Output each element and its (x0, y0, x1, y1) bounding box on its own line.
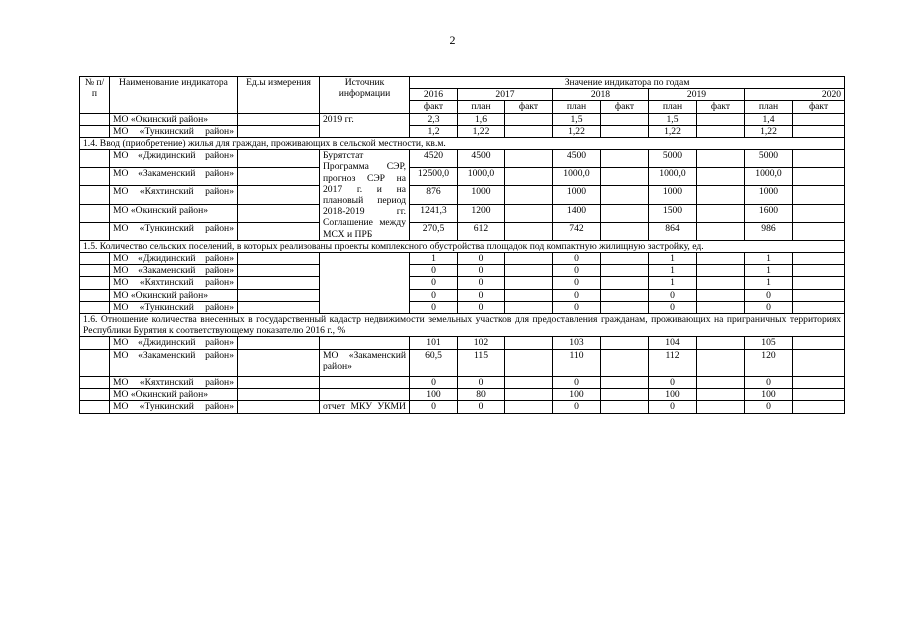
header-fact: факт (697, 101, 745, 113)
source-cell: отчет МКУ УКМИ (320, 401, 410, 413)
value-cell: 0 (553, 277, 601, 289)
header-plan: план (745, 101, 793, 113)
header-plan: план (553, 101, 601, 113)
source-cell (320, 389, 410, 401)
table-row (80, 289, 845, 301)
value-cell: 1 (410, 253, 458, 265)
table-row (80, 377, 845, 389)
value-cell: 0 (553, 401, 601, 413)
value-cell: 1000,0 (553, 168, 601, 186)
indicator-name: МО «Тункинский район» (110, 125, 238, 137)
value-cell: 1,22 (553, 125, 601, 137)
value-cell: 102 (458, 337, 505, 349)
source-cell: МО «Закаменский район» (320, 349, 410, 376)
value-cell: 0 (649, 301, 697, 313)
value-cell: 1000 (745, 186, 793, 204)
value-cell: 0 (649, 289, 697, 301)
header-year-2017: 2017 (458, 89, 553, 101)
value-cell: 1,5 (553, 113, 601, 125)
value-cell: 612 (458, 222, 505, 240)
value-cell: 1500 (649, 204, 697, 222)
value-cell: 1000 (458, 186, 505, 204)
header-source: Источник информации (320, 77, 410, 114)
value-cell: 103 (553, 337, 601, 349)
value-cell: 1,6 (458, 113, 505, 125)
value-cell: 110 (553, 349, 601, 376)
table-row (80, 277, 845, 289)
table-row (80, 186, 845, 204)
value-cell: 1200 (458, 204, 505, 222)
header-unit: Ед.ы измерения (238, 77, 320, 114)
indicator-name: МО «Тункинский район» (110, 222, 238, 240)
value-cell: 0 (410, 289, 458, 301)
value-cell: 0 (553, 377, 601, 389)
value-cell: 0 (458, 377, 505, 389)
value-cell: 0 (745, 401, 793, 413)
indicator-name: МО «Окинский район» (110, 389, 238, 401)
value-cell: 80 (458, 389, 505, 401)
value-cell: 1 (649, 265, 697, 277)
value-cell: 1,22 (649, 125, 697, 137)
value-cell: 0 (410, 377, 458, 389)
value-cell: 105 (745, 337, 793, 349)
value-cell: 0 (649, 377, 697, 389)
value-cell: 104 (649, 337, 697, 349)
table-row (80, 168, 845, 186)
indicator-name: МО «Окинский район» (110, 113, 238, 125)
table-row (80, 222, 845, 240)
value-cell: 1,2 (410, 125, 458, 137)
indicator-table (79, 76, 845, 414)
table-row (80, 301, 845, 313)
value-cell: 0 (458, 277, 505, 289)
value-cell: 1,22 (458, 125, 505, 137)
indicator-name: МО «Кяхтинский район» (110, 377, 238, 389)
value-cell: 1241,3 (410, 204, 458, 222)
indicator-name: МО «Тункинский район» (110, 301, 238, 313)
source-cell (320, 253, 410, 314)
value-cell: 120 (745, 349, 793, 376)
value-cell: 0 (458, 265, 505, 277)
value-cell: 100 (649, 389, 697, 401)
value-cell: 0 (410, 301, 458, 313)
value-cell: 1 (745, 253, 793, 265)
table-row (80, 401, 845, 413)
value-cell: 1 (745, 265, 793, 277)
value-cell: 2,3 (410, 113, 458, 125)
table-row (80, 125, 845, 137)
value-cell: 0 (410, 277, 458, 289)
value-cell: 986 (745, 222, 793, 240)
indicator-name: МО «Закаменский район» (110, 168, 238, 186)
section-row (80, 314, 845, 337)
table-row (80, 204, 845, 222)
table-row (80, 265, 845, 277)
value-cell: 0 (745, 377, 793, 389)
value-cell: 1000 (649, 186, 697, 204)
value-cell: 0 (410, 265, 458, 277)
indicator-name: МО «Окинский район» (110, 289, 238, 301)
source-cell (320, 337, 410, 349)
value-cell: 0 (553, 301, 601, 313)
indicator-name: МО «Закаменский район» (110, 265, 238, 277)
value-cell: 742 (553, 222, 601, 240)
value-cell: 1000,0 (458, 168, 505, 186)
value-cell: 1,5 (649, 113, 697, 125)
value-cell: 1400 (553, 204, 601, 222)
header-year-2020: 2020 (745, 89, 845, 101)
header-year-2016: 2016 (410, 89, 458, 101)
value-cell: 864 (649, 222, 697, 240)
header-fact: факт (793, 101, 845, 113)
value-cell: 0 (458, 253, 505, 265)
indicator-name: МО «Джидинский район» (110, 253, 238, 265)
value-cell: 0 (745, 289, 793, 301)
value-cell: 101 (410, 337, 458, 349)
value-cell: 4500 (458, 150, 505, 168)
value-cell: 1,22 (745, 125, 793, 137)
section-row (80, 240, 845, 252)
indicator-name: МО «Закаменский район» (110, 349, 238, 376)
table-row (80, 253, 845, 265)
value-cell: 0 (458, 301, 505, 313)
indicator-name: МО «Тункинский район» (110, 401, 238, 413)
section-title: 1.4. Ввод (приобретение) жилья для граждан, проживающих в сельской местности, кв.м. (80, 138, 845, 150)
table-row (80, 389, 845, 401)
header-name: Наименование индикатора (110, 77, 238, 114)
header-year-2019: 2019 (649, 89, 745, 101)
value-cell: 100 (410, 389, 458, 401)
value-cell: 1 (649, 253, 697, 265)
indicator-name: МО «Кяхтинский район» (110, 277, 238, 289)
table-row (80, 150, 845, 168)
header-values: Значение индикатора по годам (410, 77, 845, 89)
indicator-name: МО «Джидинский район» (110, 337, 238, 349)
source-cell: 2019 гг. (320, 113, 410, 137)
header-fact: факт (410, 101, 458, 113)
source-cell (320, 377, 410, 389)
value-cell: 270,5 (410, 222, 458, 240)
value-cell: 0 (458, 289, 505, 301)
value-cell: 100 (553, 389, 601, 401)
indicator-name: МО «Джидинский район» (110, 150, 238, 168)
value-cell: 0 (553, 253, 601, 265)
header-plan: план (649, 101, 697, 113)
source-cell: Бурятстат Программа СЭР, прогноз СЭР на 2017 г. и на плановый период 2018-2019 гг. Соглашение между МСХ и ПРБ (320, 150, 410, 241)
value-cell: 4520 (410, 150, 458, 168)
table-row (80, 337, 845, 349)
value-cell: 112 (649, 349, 697, 376)
header-fact: факт (601, 101, 649, 113)
value-cell: 12500,0 (410, 168, 458, 186)
value-cell: 4500 (553, 150, 601, 168)
value-cell: 1 (649, 277, 697, 289)
value-cell: 1600 (745, 204, 793, 222)
value-cell: 1,4 (745, 113, 793, 125)
value-cell: 1000,0 (745, 168, 793, 186)
value-cell: 876 (410, 186, 458, 204)
value-cell: 1000,0 (649, 168, 697, 186)
value-cell: 115 (458, 349, 505, 376)
table-row (80, 113, 845, 125)
indicator-name: МО «Кяхтинский район» (110, 186, 238, 204)
section-title: 1.5. Количество сельских поселений, в которых реализованы проекты комплексного обустройства площадок под компактную жилищную застройку, ед. (80, 240, 845, 252)
value-cell: 1 (745, 277, 793, 289)
header-no: № п/п (80, 77, 110, 114)
indicator-name: МО «Окинский район» (110, 204, 238, 222)
value-cell: 0 (410, 401, 458, 413)
value-cell: 60,5 (410, 349, 458, 376)
section-row (80, 138, 845, 150)
value-cell: 0 (649, 401, 697, 413)
table-row (80, 349, 845, 376)
value-cell: 0 (745, 301, 793, 313)
header-fact: факт (505, 101, 553, 113)
value-cell: 0 (458, 401, 505, 413)
header-plan: план (458, 101, 505, 113)
value-cell: 100 (745, 389, 793, 401)
value-cell: 0 (553, 289, 601, 301)
value-cell: 1000 (553, 186, 601, 204)
value-cell: 0 (553, 265, 601, 277)
page-number: 2 (449, 33, 456, 47)
value-cell: 5000 (649, 150, 697, 168)
header-year-2018: 2018 (553, 89, 649, 101)
section-title: 1.6. Отношение количества внесенных в государственный кадастр недвижимости земельных участков для предоставления гражданам, проживающих на приграничных территориях Республики Бурятия к соответствующему показателю 2016 г., % (80, 314, 845, 337)
value-cell: 5000 (745, 150, 793, 168)
